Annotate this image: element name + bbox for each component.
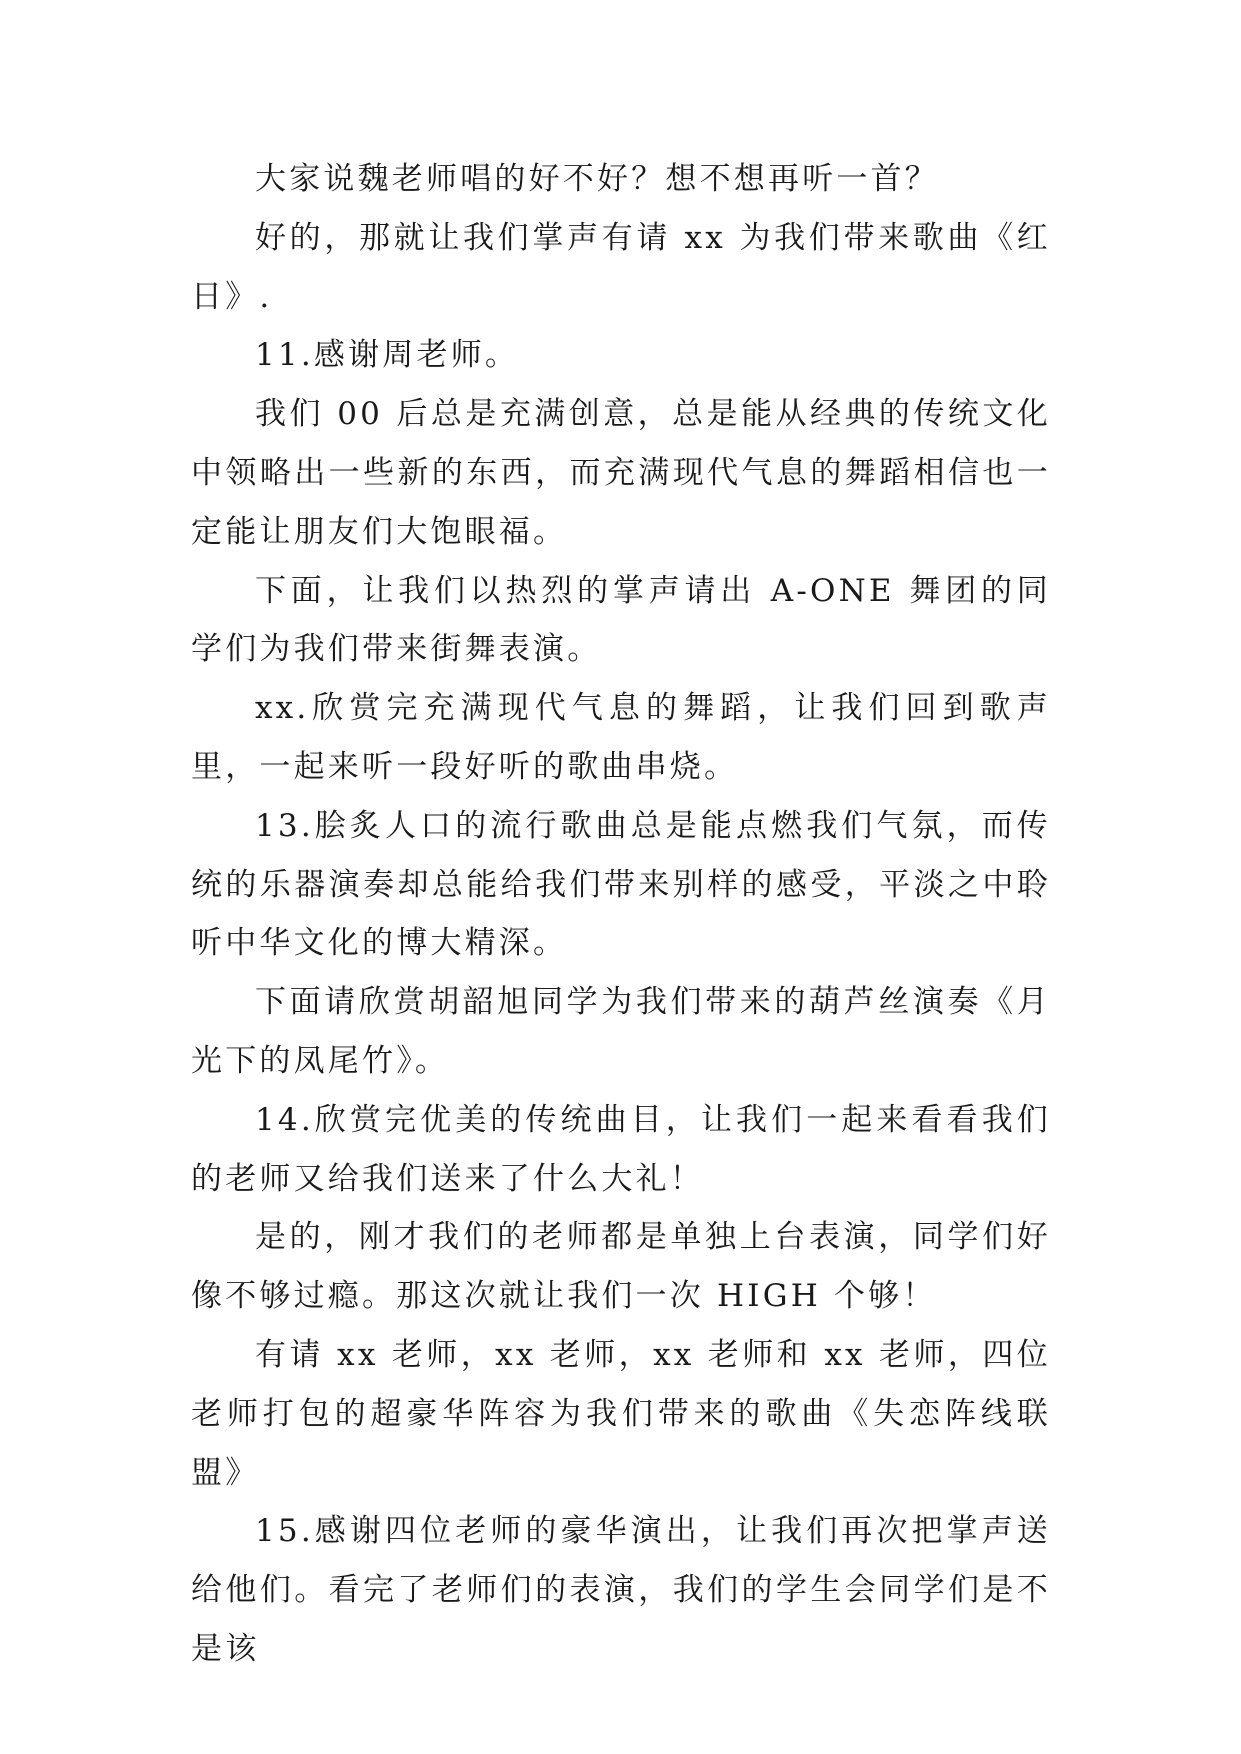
paragraph: 好的，那就让我们掌声有请 xx 为我们带来歌曲《红日》. (191, 219, 1051, 315)
paragraph: 14.欣赏完优美的传统曲目，让我们一起来看看我们的老师又给我们送来了什么大礼！ (191, 1101, 1051, 1197)
paragraph: 11.感谢周老师。 (255, 337, 520, 374)
paragraph: 我们 00 后总是充满创意，总是能从经典的传统文化中领略出一些新的东西，而充满现代气息的舞蹈相信也一定能让朋友们大饱眼福。 (191, 396, 1051, 550)
paragraph: 13.脍炙人口的流行歌曲总是能点燃我们气氛，而传统的乐器演奏却总能给我们带来别样的感受，平淡之中聆听中华文化的博大精深。 (191, 807, 1051, 962)
paragraph: 下面请欣赏胡韶旭同学为我们带来的葫芦丝演奏《月光下的凤尾竹》。 (191, 984, 1051, 1079)
paragraph: xx.欣赏完充满现代气息的舞蹈，让我们回到歌声里，一起来听一段好听的歌曲串烧。 (191, 690, 1051, 785)
document-body (191, 150, 1051, 1679)
paragraph: 大家说魏老师唱的好不好？想不想再听一首？ (255, 161, 939, 197)
paragraph: 下面，让我们以热烈的掌声请出 A-ONE 舞团的同学们为我们带来街舞表演。 (191, 572, 1051, 668)
paragraph: 有请 xx 老师，xx 老师，xx 老师和 xx 老师，四位老师打包的超豪华阵容为我们带来的歌曲《失恋阵线联盟》 (191, 1336, 1051, 1491)
paragraph: 是的，刚才我们的老师都是单独上台表演，同学们好像不够过瘾。那这次就让我们一次 HIGH 个够！ (191, 1219, 1051, 1315)
paragraph: 15.感谢四位老师的豪华演出，让我们再次把掌声送给他们。看完了老师们的表演，我们的学生会同学们是不是该 (191, 1513, 1051, 1667)
